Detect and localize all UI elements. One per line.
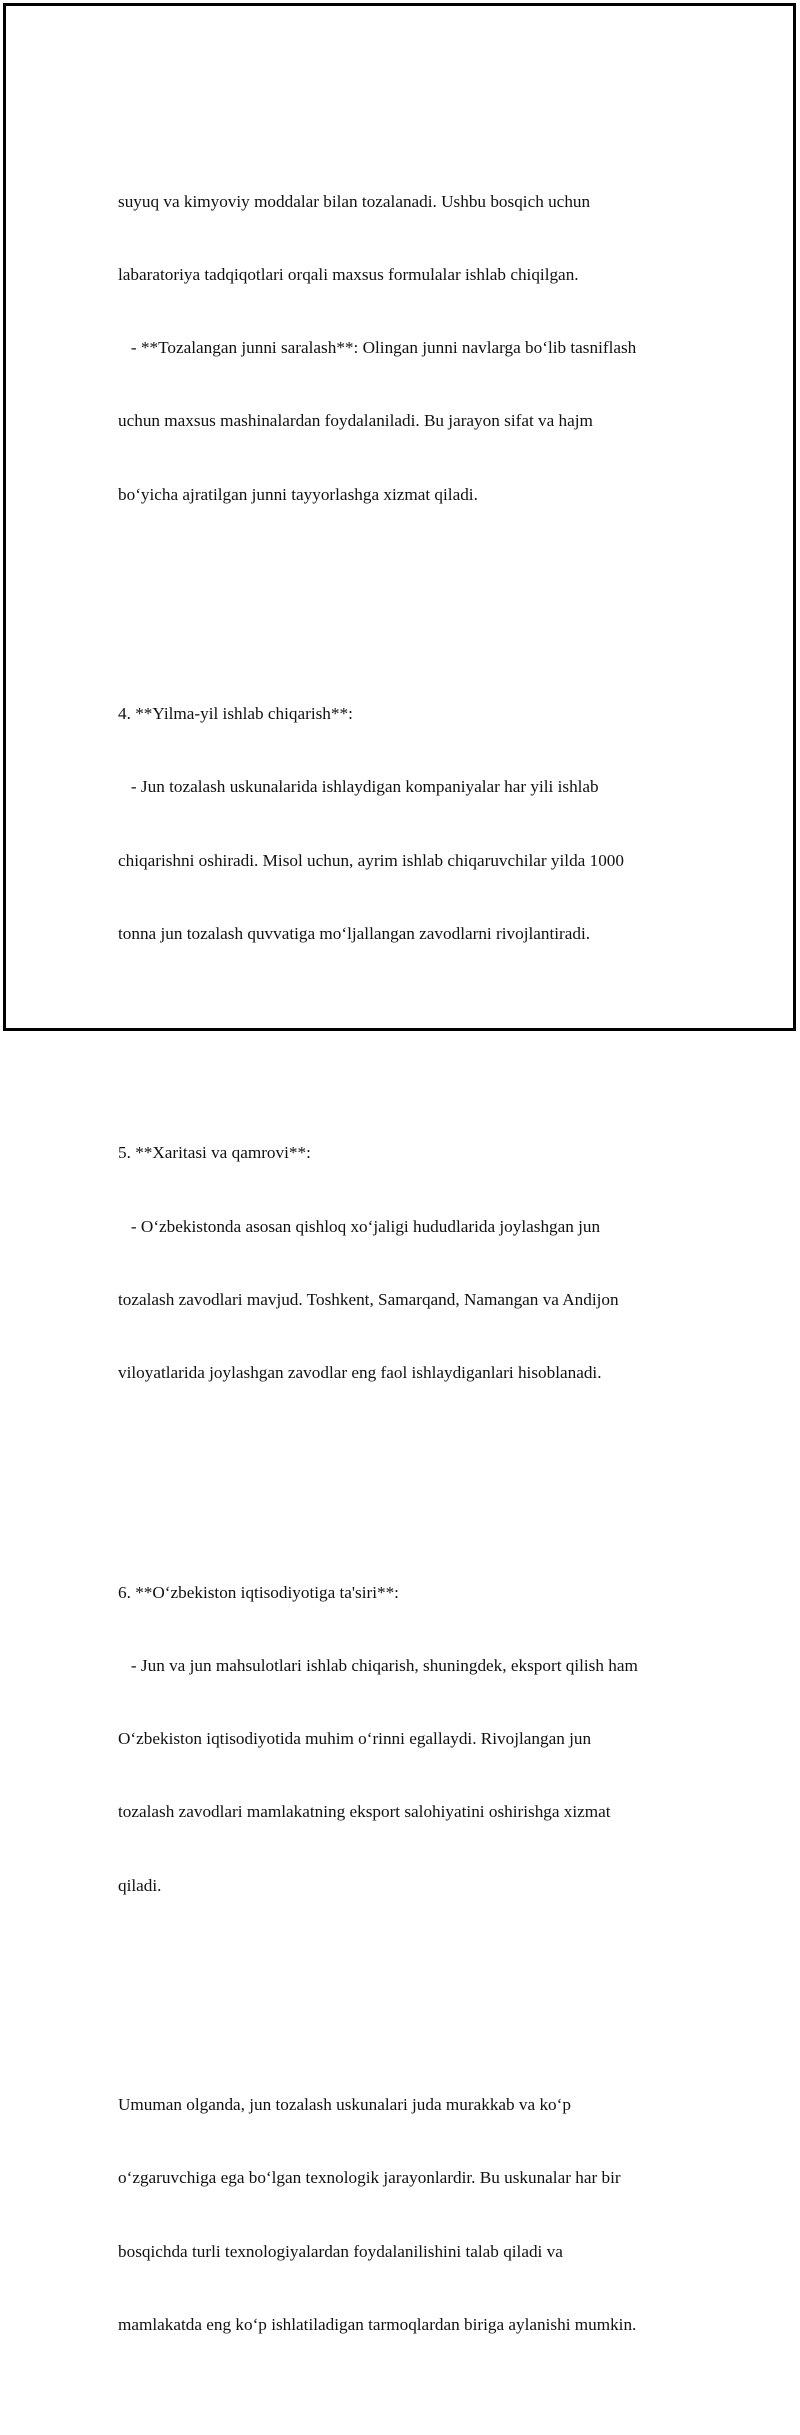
text-line: qiladi. <box>118 1875 162 1895</box>
paragraph-washing-sorting <box>118 141 688 556</box>
document-body <box>118 92 688 2435</box>
text-line: - O‘zbekistonda asosan qishloq xo‘jaligi hududlarida joylashgan jun <box>118 1216 601 1236</box>
text-line: - **Tozalangan junni saralash**: Olingan junni navlarga bo‘lib tasniflash <box>118 338 637 358</box>
text-line: bosqichda turli texnologiyalardan foydalanilishini talab qiladi va <box>118 2241 563 2261</box>
text-line: O‘zbekiston iqtisodiyotida muhim o‘rinni egallaydi. Rivojlangan jun <box>118 1729 592 1749</box>
paragraph-economic-impact <box>118 1532 688 1947</box>
text-line: tozalash zavodlari mavjud. Toshkent, Samarqand, Namangan va Andijon <box>118 1289 619 1309</box>
text-line: labaratoriya tadqiqotlari orqali maxsus formulalar ishlab chiqilgan. <box>118 264 579 284</box>
text-line: o‘zgaruvchiga ega bo‘lgan texnologik jarayonlardir. Bu uskunalar har bir <box>118 2168 621 2188</box>
section-heading: 6. **O‘zbekiston iqtisodiyotiga ta'siri**: <box>118 1582 399 1602</box>
text-line: Umuman olganda, jun tozalash uskunalari juda murakkab va ko‘p <box>118 2095 571 2115</box>
text-line: uchun maxsus mashinalardan foydalaniladi. Bu jarayon sifat va hajm <box>118 411 593 431</box>
text-line: suyuq va kimyoviy moddalar bilan tozalanadi. Ushbu bosqich uchun <box>118 191 591 211</box>
text-line: tozalash zavodlari mamlakatning eksport salohiyatini oshirishga xizmat <box>118 1802 611 1822</box>
paragraph-map-coverage <box>118 1093 688 1435</box>
text-line: - Jun tozalash uskunalarida ishlaydigan kompaniyalar har yili ishlab <box>118 777 599 797</box>
text-line: viloyatlarida joylashgan zavodlar eng faol ishlaydiganlari hisoblanadi. <box>118 1363 602 1383</box>
text-line: mamlakatda eng ko‘p ishlatiladigan tarmoqlardan biriga aylanishi mumkin. <box>118 2314 637 2334</box>
text-line: tonna jun tozalash quvvatiga mo‘ljallangan zavodlarni rivojlantiradi. <box>118 923 591 943</box>
text-line: bo‘yicha ajratilgan junni tayyorlashga xizmat qiladi. <box>118 484 478 504</box>
paragraph-conclusion <box>118 2044 688 2386</box>
text-line: chiqarishni oshiradi. Misol uchun, ayrim ishlab chiqaruvchilar yilda 1000 <box>118 850 624 870</box>
paragraph-yearly-production <box>118 653 688 995</box>
section-heading: 4. **Yilma-yil ishlab chiqarish**: <box>118 704 353 724</box>
section-heading: 5. **Xaritasi va qamrovi**: <box>118 1143 311 1163</box>
text-line: - Jun va jun mahsulotlari ishlab chiqarish, shuningdek, eksport qilish ham <box>118 1655 638 1675</box>
